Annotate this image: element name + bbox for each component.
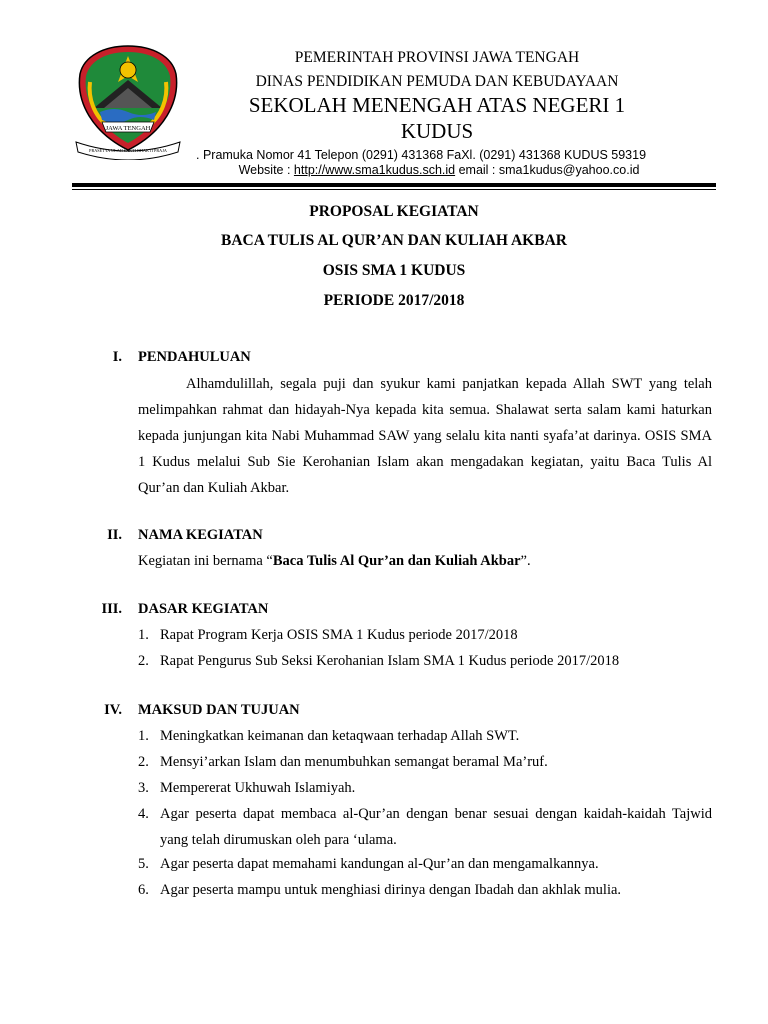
list-item-number: 2.: [138, 754, 149, 770]
list-item: Mempererat Ukhuwah Islamiyah.: [160, 780, 356, 796]
section-heading-pendahuluan: PENDAHULUAN: [138, 349, 251, 365]
list-item-number: 2.: [138, 653, 149, 669]
list-item-number: 1.: [138, 728, 149, 744]
section-heading-maksud-tujuan: MAKSUD DAN TUJUAN: [138, 702, 300, 718]
period-title: PERIODE 2017/2018: [323, 292, 465, 309]
list-item: Rapat Program Kerja OSIS SMA 1 Kudus periode 2017/2018: [160, 627, 518, 643]
website-link[interactable]: http://www.sma1kudus.sch.id: [293, 163, 456, 177]
section-number: II.: [107, 527, 122, 543]
list-item-number: 3.: [138, 780, 149, 796]
event-name-prefix: Kegiatan ini bernama “: [138, 553, 273, 569]
proposal-title: PROPOSAL KEGIATAN: [309, 203, 479, 220]
event-name: Baca Tulis Al Qur’an dan Kuliah Akbar: [272, 553, 521, 569]
section-number: III.: [101, 601, 122, 617]
section-number: I.: [112, 349, 122, 365]
letterhead-address: . Pramuka Nomor 41 Telepon (0291) 431368 FaXl. (0291) 431368 KUDUS 59319: [196, 148, 647, 162]
list-item: Rapat Pengurus Sub Seksi Kerohanian Islam SMA 1 Kudus periode 2017/2018: [160, 653, 620, 669]
emblem-motto-text: PRASETYA ULAH SAKTI BHAKTI PRAJA: [89, 148, 167, 153]
emblem-banner-text: JAWA TENGAH: [105, 125, 151, 132]
section-heading-dasar-kegiatan: DASAR KEGIATAN: [138, 601, 269, 617]
website-label: Website :: [238, 163, 294, 177]
list-item-number: 6.: [138, 882, 149, 898]
section-heading-nama-kegiatan: NAMA KEGIATAN: [138, 527, 263, 543]
letterhead-rule-thin: [72, 189, 716, 190]
list-item-number: 4.: [138, 806, 149, 822]
introduction-paragraph: [138, 371, 712, 501]
letterhead-rule-thick: [72, 183, 716, 187]
list-item: Agar peserta dapat memahami kandungan al-Qur’an dan mengamalkannya.: [160, 856, 599, 872]
event-name-suffix: ”.: [520, 553, 531, 569]
email-text: email : sma1kudus@yahoo.co.id: [455, 163, 640, 177]
letterhead-department: DINAS PENDIDIKAN PEMUDA DAN KEBUDAYAAN: [255, 73, 619, 90]
list-item: Mensyi’arkan Islam dan menumbuhkan semangat beramal Ma’ruf.: [160, 754, 548, 770]
letterhead-school-name: SEKOLAH MENENGAH ATAS NEGERI 1: [248, 93, 626, 117]
list-item: Agar peserta dapat membaca al-Qur’an dengan benar sesuai dengan kaidah-kaidah Tajwid yang telah dirumuskan oleh para ‘ulama.: [160, 806, 712, 848]
letterhead-city: KUDUS: [400, 119, 474, 143]
introduction-text: Alhamdulillah, segala puji dan syukur kami panjatkan kepada Allah SWT yang telah melimpahkan rahmat dan hidayah-Nya kepada kita semua. Shalawat serta salam kami haturkan kepada junjungan kita Nabi Muhammad SAW yang selalu kita nanti syafa’at darinya. OSIS SMA 1 Kudus melalui Sub Sie Kerohanian Islam akan mengadakan kegiatan, yaitu Baca Tulis Al Qur’an dan Kuliah Akbar.: [138, 376, 712, 496]
letterhead-government: PEMERINTAH PROVINSI JAWA TENGAH: [294, 49, 580, 66]
section-number: IV.: [104, 702, 122, 718]
organization-title: OSIS SMA 1 KUDUS: [322, 262, 466, 279]
list-item-number: 1.: [138, 627, 149, 643]
event-name-line: [138, 553, 531, 570]
list-item-number: 5.: [138, 856, 149, 872]
list-item: Meningkatkan keimanan dan ketaqwaan terhadap Allah SWT.: [160, 728, 520, 744]
letterhead-contact: [196, 163, 682, 177]
event-title: BACA TULIS AL QUR’AN DAN KULIAH AKBAR: [221, 232, 567, 249]
jawa-tengah-emblem-icon: [74, 42, 182, 160]
list-item: Agar peserta mampu untuk menghiasi dirinya dengan Ibadah dan akhlak mulia.: [160, 882, 622, 898]
